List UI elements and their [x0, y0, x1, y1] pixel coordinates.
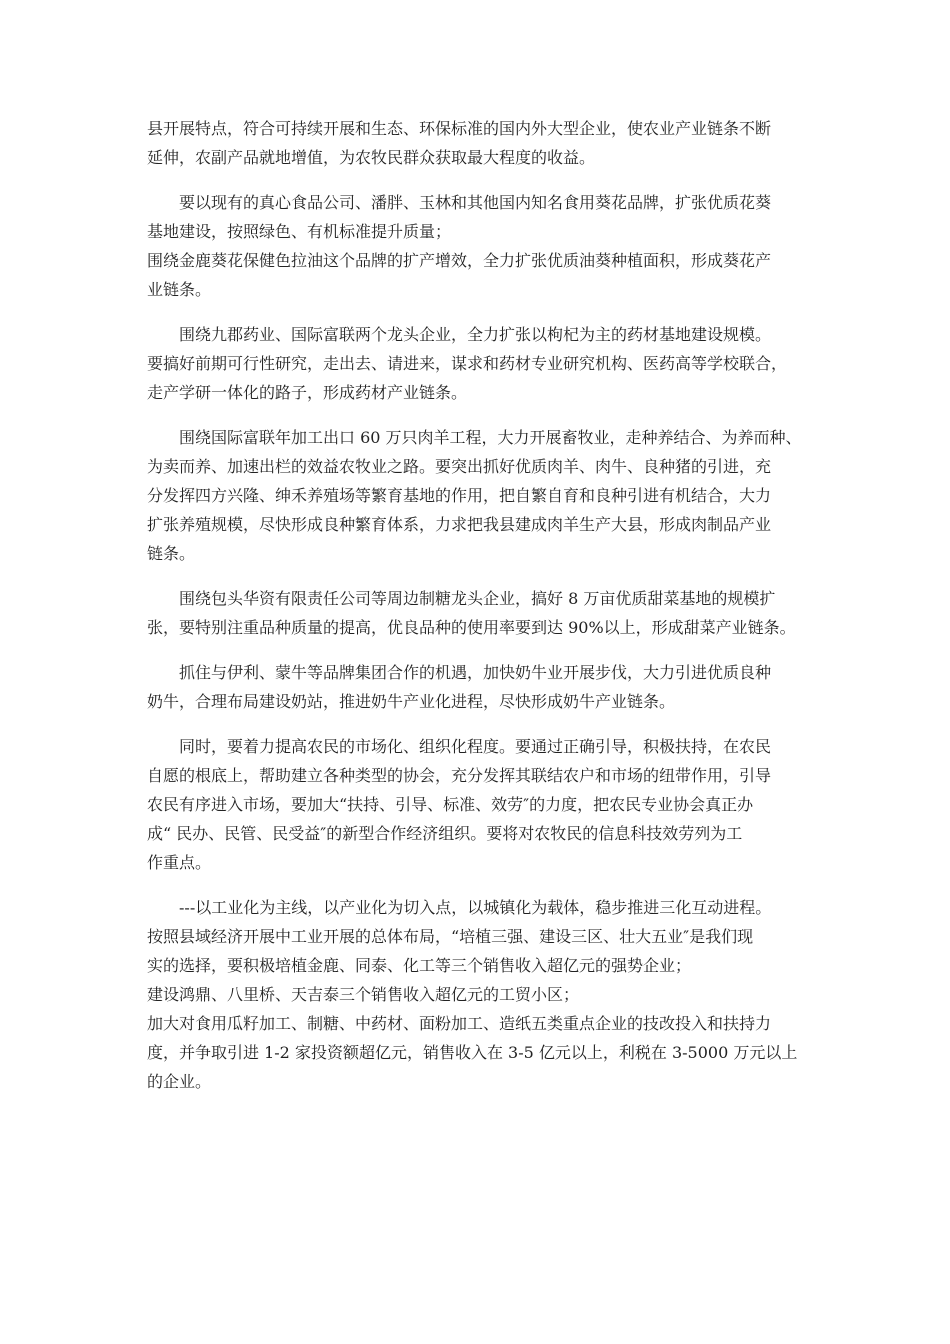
text-line: 要以现有的真心食品公司、潘胖、玉林和其他国内知名食用葵花品牌，扩张优质花葵 — [179, 193, 772, 212]
text-line: 基地建设，按照绿色、有机标准提升质量； — [147, 222, 452, 241]
paragraph — [147, 320, 827, 407]
text-line: 业链条。 — [147, 280, 212, 299]
paragraph — [147, 114, 827, 172]
text-line: 实的选择，要积极培植金鹿、同泰、化工等三个销售收入超亿元的强势企业； — [147, 956, 692, 975]
text-line: 奶牛，合理布局建设奶站，推进奶牛产业化进程，尽快形成奶牛产业链条。 — [147, 692, 676, 711]
text-line: 自愿的根底上，帮助建立各种类型的协会，充分发挥其联结农户和市场的纽带作用，引导 — [147, 766, 772, 785]
text-line: 围绕国际富联年加工出口 60 万只肉羊工程，大力开展畜牧业，走种养结合、为养而种、 — [179, 428, 802, 447]
text-line: 成“ 民办、民管、民受益″的新型合作经济组织。要将对农牧民的信息科技效劳列为工 — [147, 824, 743, 843]
text-line: 为卖而养、加速出栏的效益农牧业之路。要突出抓好优质肉羊、肉牛、良种猪的引进，充 — [147, 457, 772, 476]
text-line: 扩张养殖规模，尽快形成良种繁育体系，力求把我县建成肉羊生产大县，形成肉制品产业 — [147, 515, 772, 534]
text-line: 走产学研一体化的路子，形成药材产业链条。 — [147, 383, 468, 402]
paragraph — [147, 584, 827, 642]
text-line: 围绕包头华资有限责任公司等周边制糖龙头企业，搞好 8 万亩优质甜菜基地的规模扩 — [179, 589, 776, 608]
text-line: 要搞好前期可行性研究，走出去、请进来，谋求和药材专业研究机构、医药高等学校联合， — [147, 354, 788, 373]
text-line: 农民有序进入市场，要加大“扶持、引导、标准、效劳″的力度，把农民专业协会真正办 — [147, 795, 754, 814]
text-line: 围绕九郡药业、国际富联两个龙头企业，全力扩张以枸杞为主的药材基地建设规模。 — [179, 325, 772, 344]
text-line: 围绕金鹿葵花保健色拉油这个品牌的扩产增效，全力扩张优质油葵种植面积，形成葵花产 — [147, 251, 772, 270]
text-line: ---以工业化为主线，以产业化为切入点，以城镇化为载体，稳步推进三化互动进程。 — [179, 898, 772, 917]
text-line: 同时，要着力提高农民的市场化、组织化程度。要通过正确引导，积极扶持，在农民 — [179, 737, 772, 756]
text-line: 县开展特点，符合可持续开展和生态、环保标准的国内外大型企业，使农业产业链条不断 — [147, 119, 772, 138]
text-line: 抓住与伊利、蒙牛等品牌集团合作的机遇，加快奶牛业开展步伐，大力引进优质良种 — [179, 663, 772, 682]
text-line: 加大对食用瓜籽加工、制糖、中药材、面粉加工、造纸五类重点企业的技改投入和扶持力 — [147, 1014, 772, 1033]
document-body — [147, 114, 827, 1112]
text-line: 的企业。 — [147, 1072, 212, 1091]
paragraph — [147, 188, 827, 304]
text-line: 分发挥四方兴隆、绅禾养殖场等繁育基地的作用，把自繁自育和良种引进有机结合，大力 — [147, 486, 772, 505]
paragraph — [147, 893, 827, 1096]
text-line: 张，要特别注重品种质量的提高，优良品种的使用率要到达 90%以上，形成甜菜产业链条。 — [147, 618, 796, 637]
text-line: 作重点。 — [147, 853, 212, 872]
paragraph — [147, 423, 827, 568]
text-line: 延伸，农副产品就地增值，为农牧民群众获取最大程度的收益。 — [147, 148, 596, 167]
paragraph — [147, 732, 827, 877]
text-line: 链条。 — [147, 544, 196, 563]
text-line: 度，并争取引进 1-2 家投资额超亿元，销售收入在 3-5 亿元以上，利税在 3-5000 万元以上 — [147, 1043, 798, 1062]
text-line: 按照县域经济开展中工业开展的总体布局，“培植三强、建设三区、壮大五业″是我们现 — [147, 927, 754, 946]
text-line: 建设鸿鼎、八里桥、天吉泰三个销售收入超亿元的工贸小区； — [147, 985, 580, 1004]
paragraph — [147, 658, 827, 716]
